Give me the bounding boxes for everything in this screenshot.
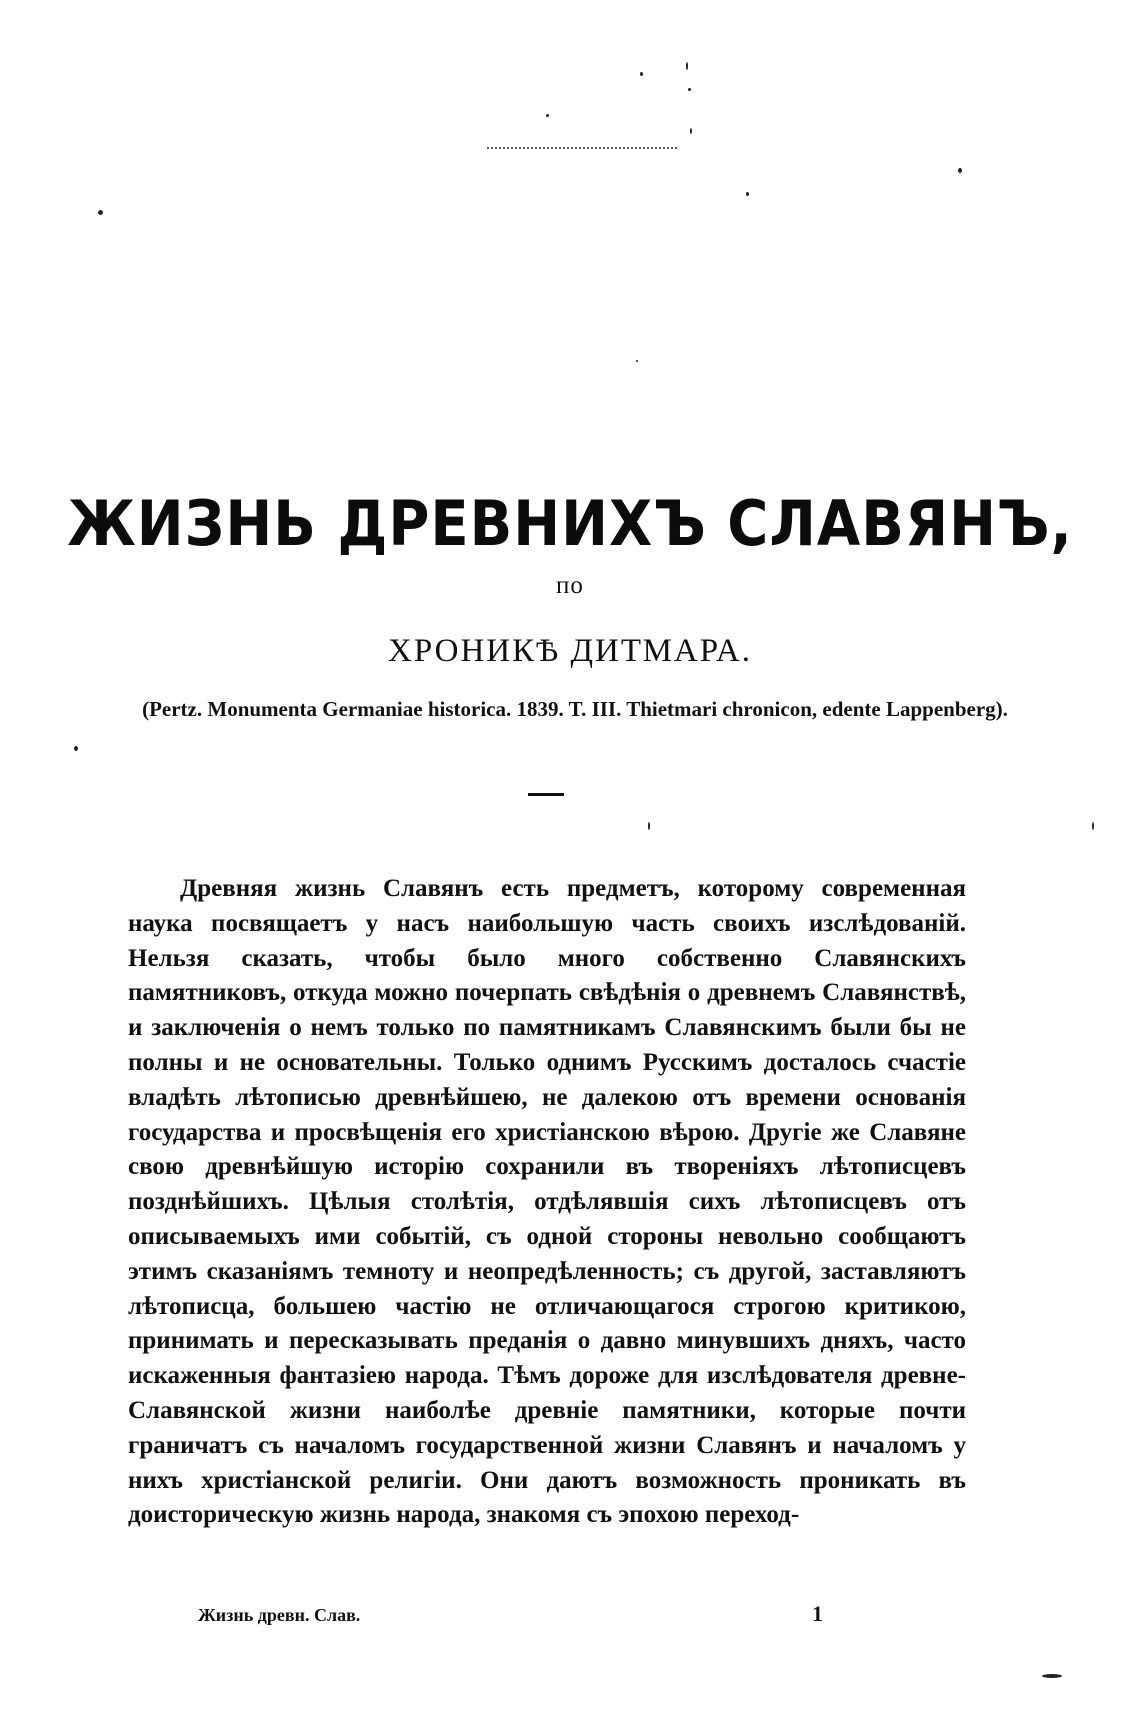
scan-speck: [648, 822, 650, 830]
title-chronicle: ХРОНИКѢ ДИТМАРА.: [388, 633, 752, 669]
source-citation: (Pertz. Monumenta Germaniae historica. 1839. T. III. Thietmari chronicon, edente Lappenberg).: [142, 697, 1008, 721]
page-title: ЖИЗНЬ ДРЕВНИХЪ СЛАВЯНЪ,: [67, 488, 1073, 561]
scan-speck: [636, 360, 638, 362]
page-number: 1: [812, 1601, 823, 1626]
scan-speck: [958, 168, 962, 173]
body-paragraph: Древняя жизнь Славянъ есть предметъ, которому современная наука посвящаетъ у насъ наибольшую часть своихъ изслѣдованій. Нельзя сказать, чтобы было много собственно Славянскихъ памятниковъ, откуда можно почерпать свѣдѣнія о древнемъ Славянствѣ, и заключенія о немъ только по памятникамъ Славянскимъ были бы не полны и не основательны. Только однимъ Русскимъ досталось счастіе владѣть лѣтописью древнѣйшею, не далекою отъ времени основанія государства и просвѣщенія его христіанскою вѣрою. Другіе же Славяне свою древнѣйшую исторію сохранили въ твореніяхъ лѣтописцевъ позднѣйшихъ. Цѣлыя столѣтія, отдѣлявшія сихъ лѣтописцевъ отъ описываемыхъ ими событій, съ одной стороны невольно сообщаютъ этимъ сказаніямъ темноту и неопредѣленность; съ другой, заставляютъ лѣтописца, большею частію не отличающагося строгою критикою, принимать и пересказывать преданія о давно минувшихъ дняхъ, часто искаженныя фантазіею народа. Тѣмъ дороже для изслѣдователя древне-Славянской жизни наиболѣе древніе памятники, которые почти граничатъ съ началомъ государственной жизни Славянъ и началомъ у нихъ христіанской религіи. Они даютъ возможность проникать въ доисторическую жизнь народа, знакомя съ эпохою переход-: [128, 875, 966, 1529]
scan-speck: [1042, 1674, 1062, 1678]
scan-speck: [686, 62, 688, 70]
scan-speck: [1092, 822, 1094, 830]
scan-speck: [74, 746, 78, 751]
scan-speck: [546, 114, 549, 117]
scan-speck: [690, 128, 692, 134]
scan-speck: [746, 192, 749, 196]
scan-speck: [640, 72, 643, 76]
scan-dotted-mark: [487, 143, 677, 149]
footer-signature: Жизнь древн. Слав.: [198, 1605, 361, 1625]
title-preposition: по: [556, 572, 584, 599]
scan-speck: [98, 210, 103, 215]
section-separator: [528, 793, 564, 796]
scan-speck: [688, 88, 691, 91]
